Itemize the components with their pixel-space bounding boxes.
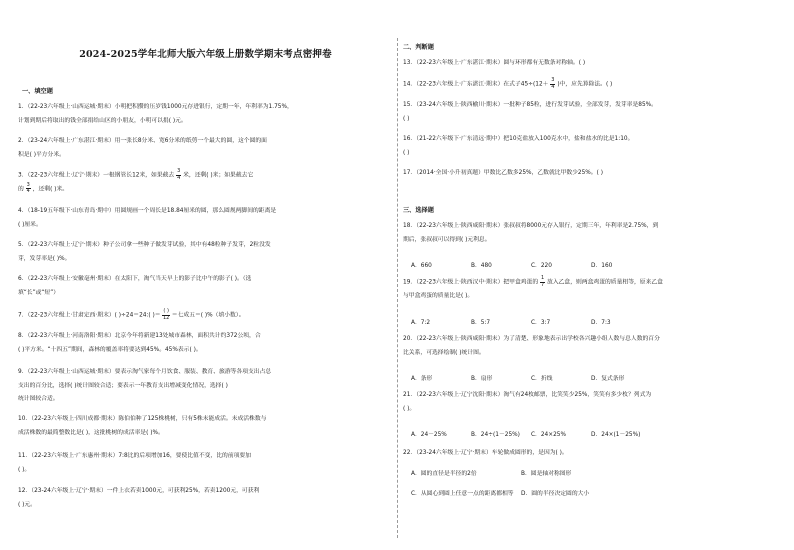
- question-6-line-2: 填“长”或“短”）: [18, 289, 59, 296]
- question-19-fraction: [540, 276, 545, 288]
- option-d[interactable]: D．24×(1－25%): [591, 432, 641, 438]
- question-15: [403, 99, 657, 126]
- page-title: 2024-2025学年北师大版六年级上册数学期末考点密押卷: [79, 49, 332, 60]
- question-13-line-1: 13．（22-23六年级上·广东湛江·期末）圆与环形都有无数条对称轴。( ): [403, 60, 586, 66]
- question-3-fraction-b: [26, 183, 31, 195]
- question-9-line-1: 9．（22-23六年级上·山西运城·期末）要表示淘气家每个月饮食、服装、教育、旅游等各项支出占总: [18, 369, 272, 375]
- option-c[interactable]: C．折线: [531, 376, 553, 382]
- question-1: [18, 101, 293, 128]
- question-8-line-2: ( )平方米。“十四五”期间，森林的覆盖率将要达到45%。45%表示( )。: [18, 346, 202, 353]
- question-3-text-c: 的: [18, 186, 24, 193]
- fraction-numerator: 3: [177, 168, 181, 174]
- question-20: [403, 333, 660, 360]
- question-7-text-a: 7．（22-23六年级上·甘肃定西·期末）( )÷24＝24:( )＝: [18, 312, 161, 319]
- option-a[interactable]: A．24－25%: [411, 432, 447, 438]
- question-11: [18, 450, 251, 477]
- question-22-options-row-2: [411, 488, 589, 497]
- question-10: [18, 413, 266, 440]
- question-12-line-1: 12．（23-24六年级上·辽宁·期末）一件上衣若卖1000元，可获利25%，若卖1200元，可获利: [18, 488, 260, 494]
- option-c[interactable]: C．3:7: [531, 320, 551, 326]
- question-4-line-1: 4．（18-19五年级下·山东青岛·期中）用圆规画一个周长是18.84厘米的圆，那么圆规两脚间的距离是: [18, 208, 277, 214]
- question-14: [403, 78, 612, 92]
- question-13: [403, 57, 585, 71]
- question-22-options-row-1: [411, 468, 571, 477]
- question-1-line-2: 计划到期后将取出的钱全部捐给山区的小朋友，小明可以捐( )元。: [18, 117, 187, 124]
- fraction-denominator: 4: [551, 83, 555, 90]
- question-10-line-2: 成活株数的最简整数比是( )，这批桃树的成活率是( )%。: [18, 429, 164, 436]
- question-16: [403, 133, 633, 160]
- section-fill-heading: 一、填空题: [22, 88, 53, 95]
- question-21-line-1: 21．（22-23六年级上·辽宁沈阳·期末）淘气有24枚邮票，比笑笑少25%，笑笑有多少枚？列式为: [403, 392, 652, 398]
- section-judge-heading: 二、判断题: [403, 44, 434, 51]
- question-7-line-1: [18, 309, 245, 323]
- question-3-line-1: [18, 169, 253, 183]
- question-18-line-1: 18．（22-23六年级上·陕西咸阳·期末）张叔叔将8000元存入银行，定期三年，年利率是2.75%，到: [403, 223, 659, 229]
- question-12-line-2: ( )元。: [18, 501, 36, 508]
- question-18-options: [411, 260, 651, 269]
- question-6: [18, 273, 251, 300]
- question-5-line-2: 芽，发芽率是( )%。: [18, 255, 71, 262]
- option-a[interactable]: A．660: [411, 263, 432, 269]
- option-c[interactable]: C．220: [531, 263, 552, 269]
- left-column: [18, 0, 393, 550]
- question-17-line-1: 17．（2014·全国·小升初真题）甲数比乙数多25%，乙数就比甲数少25%。( ): [403, 170, 603, 176]
- question-9: [18, 366, 271, 407]
- question-5: [18, 239, 271, 266]
- question-8: [18, 330, 261, 357]
- option-b[interactable]: B．扇形: [471, 376, 493, 382]
- question-15-line-1: 15．（23-24六年级上·陕西榆川·期末）一批种子85粒，进行发芽试验，全部发芽，发芽率是85%。: [403, 102, 657, 108]
- option-d[interactable]: D．7:3: [591, 320, 611, 326]
- question-22: [403, 447, 568, 461]
- option-a[interactable]: A．条形: [411, 376, 433, 382]
- option-c[interactable]: C．24×25%: [531, 432, 566, 438]
- question-3-fraction-a: [176, 169, 181, 181]
- option-d[interactable]: D．圆的半径决定圆的大小: [521, 491, 590, 497]
- question-1-line-1: 1．（22-23六年级上·山西运城·期末）小明把积攒的压岁钱1000元存进银行，定期一年，年利率为1.75%，: [18, 104, 293, 110]
- question-16-line-2: ( ): [403, 149, 410, 156]
- question-14-text-b: )中，应先算除法。( ): [557, 81, 613, 88]
- question-17: [403, 167, 603, 181]
- option-d[interactable]: D．160: [591, 263, 613, 269]
- question-7: [18, 309, 245, 323]
- question-9-line-3: 统计图较合适。: [18, 396, 59, 403]
- question-14-line-1: [403, 78, 612, 92]
- question-5-line-1: 5．（22-23六年级上·辽宁·期末）种子公司拿一些种子做发芽试验，其中有48粒种子发芽，2粒没发: [18, 242, 271, 248]
- question-20-options: [411, 373, 651, 382]
- fraction-numerator: ( ): [163, 308, 169, 314]
- question-2-line-2: 积是( )平方分米。: [18, 151, 65, 158]
- option-b[interactable]: B．480: [471, 263, 492, 269]
- question-3-text-b: 米，还剩( )米；如果截去它: [183, 172, 254, 179]
- question-21: [403, 389, 651, 416]
- fraction-denominator: 12: [162, 314, 170, 321]
- section-choice-heading: 三、选择题: [403, 207, 434, 214]
- option-d[interactable]: D．复式条形: [591, 376, 625, 382]
- question-11-line-2: ( )。: [18, 466, 31, 473]
- question-3-line-2: [18, 183, 253, 197]
- fraction-denominator: 4: [177, 174, 181, 181]
- question-9-line-2: 支出的百分比，选择( )统计图较合适；要表示一年教育支出增减变化情况，选择( ): [18, 382, 228, 389]
- question-7-fraction: [162, 309, 170, 321]
- question-7-text-b: ＝七成五＝( )%（填小数）。: [171, 312, 245, 319]
- question-19-line-2: 与甲盒鸡蛋的质量比是( )。: [403, 292, 474, 299]
- question-4: [18, 205, 276, 232]
- fraction-denominator: 7: [541, 281, 545, 288]
- question-21-line-2: ( )。: [403, 405, 416, 412]
- option-c[interactable]: C．从圆心到圆上任意一点的距离都相等: [411, 491, 514, 497]
- question-20-line-1: 20．（22-23六年级上·陕西咸阳·期末）为了清楚、形象地表示出学校各兴趣小组人数与总人数的百分: [403, 336, 660, 342]
- question-3: [18, 169, 253, 196]
- fraction-numerator: 3: [26, 181, 30, 188]
- right-column: [403, 0, 781, 550]
- question-19: [403, 276, 663, 303]
- option-a[interactable]: A．7:2: [411, 320, 431, 326]
- question-15-line-2: ( ): [403, 115, 410, 122]
- option-b[interactable]: B．5:7: [471, 320, 491, 326]
- question-4-line-2: ( )厘米。: [18, 221, 42, 228]
- question-3-text-d: ，还剩( )米。: [32, 186, 69, 193]
- question-20-line-2: 比关系，可选择绘制( )统计图。: [403, 349, 485, 356]
- fraction-numerator: 3: [551, 77, 555, 83]
- question-2-line-1: 2．（23-24六年级上·广东湛江·期末）用一张长8分米、宽6分米的纸剪一个最大的圆，这个圆的面: [18, 138, 267, 144]
- question-8-line-1: 8．（22-23六年级上·河南洛阳·期末）北京今年将新建13处城市森林，面积共计约372公顷，合: [18, 333, 261, 339]
- option-a[interactable]: A．圆的直径是半径的2倍: [411, 471, 477, 477]
- question-21-options: [411, 429, 661, 438]
- question-12: [18, 485, 259, 512]
- question-14-text-a: 14．（22-23六年级上·广东湛江·期末）在式子45÷(12＋: [403, 81, 549, 88]
- question-16-line-1: 16．（21-22六年级下·广东清远·期中）把10克盐放入100克水中，盐和盐水的比是1:10。: [403, 136, 634, 142]
- question-19-text-a: 19．（22-23六年级上·陕西汉中·期末）把甲盒鸡蛋的: [403, 279, 539, 286]
- question-19-line-1: [403, 276, 663, 290]
- option-b[interactable]: B．24÷(1－25%): [471, 432, 520, 438]
- fraction-numerator: 1: [541, 275, 545, 281]
- question-3-text-a: 3．（22-23六年级上·辽宁·期末）一根钢管长12米，如果截去: [18, 172, 175, 179]
- option-b[interactable]: B．圆是轴对称图形: [521, 471, 572, 477]
- question-19-options: [411, 317, 651, 326]
- question-10-line-1: 10．（22-23六年级上·四川成都·期末）陈伯伯种了125株桃树，只有5株未能成活。未成活株数与: [18, 416, 267, 422]
- column-divider: [397, 38, 398, 538]
- question-2: [18, 135, 267, 162]
- question-14-fraction: [550, 78, 555, 90]
- question-18: [403, 220, 658, 247]
- question-22-line-1: 22．（23-24六年级上·辽宁·期末）车轮做成圆形的，是因为( )。: [403, 450, 568, 456]
- question-11-line-1: 11．（22-23六年级上·广东惠州·期末）7:8比的后项增加16，要使比值不变，比的前项要加: [18, 453, 252, 459]
- question-19-text-b: 放入乙盒，则两盒鸡蛋的质量相等，原来乙盒: [547, 279, 663, 286]
- question-6-line-1: 6．（22-23六年级上·安徽亳州·期末）在太阳下，淘气当天早上的影子比中午的影子( )。（选: [18, 276, 252, 282]
- fraction-denominator: 4: [26, 188, 30, 195]
- question-18-line-2: 期后，张叔叔可以得到( )元利息。: [403, 236, 491, 243]
